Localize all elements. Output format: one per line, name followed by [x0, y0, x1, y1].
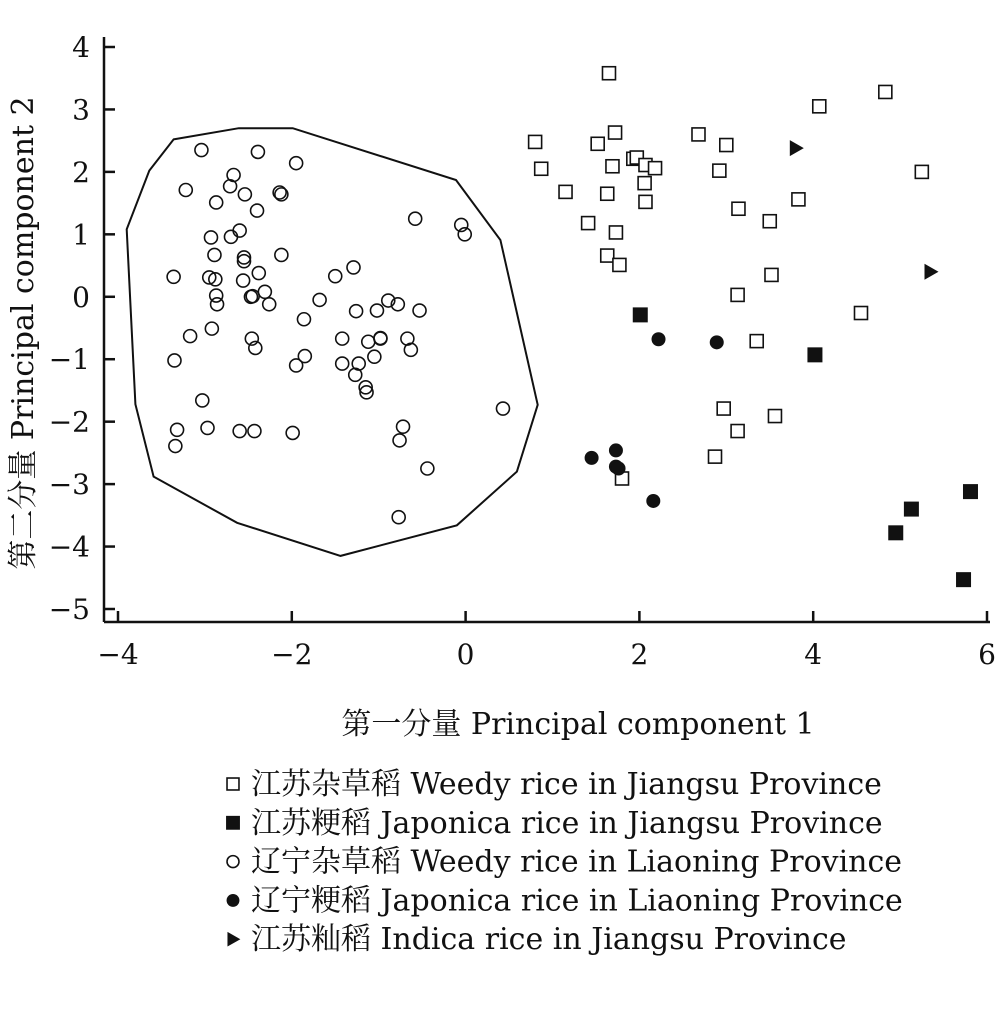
x-tick-label: 0: [456, 638, 475, 671]
data-point: [602, 67, 615, 80]
y-axis-title: 第二分量 Principal component 2: [6, 96, 41, 570]
legend-label: 辽宁粳稻 Japonica rice in Liaoning Province: [251, 883, 903, 919]
y-tick-label: 0: [72, 280, 90, 314]
data-point: [613, 258, 626, 271]
series-3: [167, 144, 509, 524]
data-point: [915, 165, 928, 178]
plot-area: [127, 67, 978, 587]
data-point: [813, 100, 826, 113]
series-2: [633, 308, 977, 587]
y-tick-label: −1: [48, 343, 90, 377]
data-point: [392, 511, 405, 524]
data-point: [286, 426, 299, 439]
data-point: [210, 196, 223, 209]
series-5: [790, 140, 939, 280]
x-axis-title: 第一分量 Principal component 1: [341, 707, 815, 742]
data-point: [535, 162, 548, 175]
data-point: [529, 135, 542, 148]
data-point: [349, 368, 362, 381]
legend-label: 江苏籼稻 Indica rice in Jiangsu Province: [251, 922, 847, 958]
data-point: [496, 402, 509, 415]
series-1: [529, 67, 929, 485]
data-point: [275, 248, 288, 261]
data-point: [211, 298, 224, 311]
data-point: [184, 330, 197, 343]
legend-marker: [227, 932, 240, 947]
series-4: [585, 332, 724, 508]
data-point: [790, 140, 804, 156]
data-point: [692, 128, 705, 141]
data-point: [963, 485, 977, 499]
y-tick-label: −2: [48, 405, 90, 439]
data-point: [609, 226, 622, 239]
data-point: [347, 261, 360, 274]
data-point: [362, 335, 375, 348]
legend-entry: [227, 806, 883, 841]
data-point: [889, 526, 903, 540]
data-point: [167, 270, 180, 283]
data-point: [710, 335, 724, 349]
data-point: [350, 305, 363, 318]
data-point: [585, 451, 599, 465]
data-point: [559, 185, 572, 198]
data-point: [208, 248, 221, 261]
legend-label: 江苏粳稻 Japonica rice in Jiangsu Province: [251, 805, 883, 841]
data-point: [925, 264, 939, 280]
data-point: [248, 425, 261, 438]
data-point: [290, 157, 303, 170]
legend-entry: [227, 883, 903, 918]
data-point: [233, 224, 246, 237]
y-tick-label: −5: [48, 593, 90, 626]
data-point: [601, 187, 614, 200]
x-tick-label: 2: [630, 638, 649, 671]
data-point: [237, 274, 250, 287]
data-point: [169, 440, 182, 453]
data-point: [409, 212, 422, 225]
data-point: [582, 217, 595, 230]
data-point: [224, 230, 237, 243]
data-point: [591, 137, 604, 150]
data-point: [763, 215, 776, 228]
data-point: [171, 423, 184, 436]
data-point: [646, 494, 660, 508]
y-tick-label: 3: [72, 93, 90, 127]
data-point: [792, 193, 805, 206]
legend-label: 江苏杂草稻 Weedy rice in Jiangsu Province: [251, 767, 882, 802]
data-point: [297, 313, 310, 326]
data-point: [413, 304, 426, 317]
data-point: [731, 425, 744, 438]
data-point: [609, 443, 623, 457]
data-point: [606, 160, 619, 173]
data-point: [233, 425, 246, 438]
data-point: [336, 357, 349, 370]
y-tick-label: 4: [72, 31, 90, 64]
data-point: [765, 268, 778, 281]
data-point: [168, 354, 181, 367]
data-point: [713, 164, 726, 177]
data-point: [290, 359, 303, 372]
legend-entry: [227, 767, 882, 802]
legend-entry: [227, 922, 846, 957]
data-point: [854, 307, 867, 320]
data-point: [904, 502, 918, 516]
data-point: [717, 402, 730, 415]
data-point: [750, 335, 763, 348]
data-point: [205, 322, 218, 335]
data-point: [633, 308, 647, 322]
x-tick-label: 6: [978, 638, 996, 671]
data-point: [336, 332, 349, 345]
data-point: [808, 348, 822, 362]
data-point: [720, 139, 733, 152]
data-point: [709, 450, 722, 463]
y-tick-label: 1: [72, 218, 90, 252]
data-point: [251, 145, 264, 158]
y-tick-label: −4: [48, 530, 90, 564]
data-point: [201, 421, 214, 434]
legend-marker: [227, 856, 239, 868]
data-point: [179, 183, 192, 196]
legend-marker: [227, 778, 239, 790]
data-point: [609, 126, 622, 139]
legend-label: 辽宁杂草稻 Weedy rice in Liaoning Province: [251, 844, 903, 880]
x-ticks: [97, 611, 996, 671]
data-point: [374, 331, 387, 344]
data-point: [258, 285, 271, 298]
data-point: [421, 462, 434, 475]
data-point: [370, 304, 383, 317]
legend: [227, 767, 903, 957]
data-point: [612, 462, 626, 476]
y-tick-label: 2: [72, 155, 90, 189]
data-point: [731, 288, 744, 301]
data-point: [195, 144, 208, 157]
data-point: [224, 180, 237, 193]
legend-entry: [227, 845, 902, 880]
y-tick-label: −3: [48, 468, 90, 502]
data-point: [397, 420, 410, 433]
data-point: [601, 249, 614, 262]
data-point: [393, 434, 406, 447]
x-tick-label: 4: [804, 638, 823, 671]
data-point: [879, 85, 892, 98]
data-point: [652, 332, 666, 346]
data-point: [649, 162, 662, 175]
data-point: [638, 177, 651, 190]
axes: [49, 31, 996, 671]
data-point: [368, 350, 381, 363]
x-tick-label: −4: [97, 638, 139, 671]
data-point: [768, 410, 781, 423]
legend-marker: [227, 894, 240, 907]
data-point: [263, 298, 276, 311]
data-point: [404, 343, 417, 356]
legend-marker: [227, 816, 240, 829]
data-point: [196, 394, 209, 407]
data-point: [238, 188, 251, 201]
data-point: [957, 573, 971, 587]
data-point: [732, 202, 745, 215]
data-point: [252, 267, 265, 280]
data-point: [204, 231, 217, 244]
data-point: [251, 204, 264, 217]
data-point: [313, 293, 326, 306]
data-point: [329, 270, 342, 283]
data-point: [639, 195, 652, 208]
x-tick-label: −2: [271, 638, 313, 671]
